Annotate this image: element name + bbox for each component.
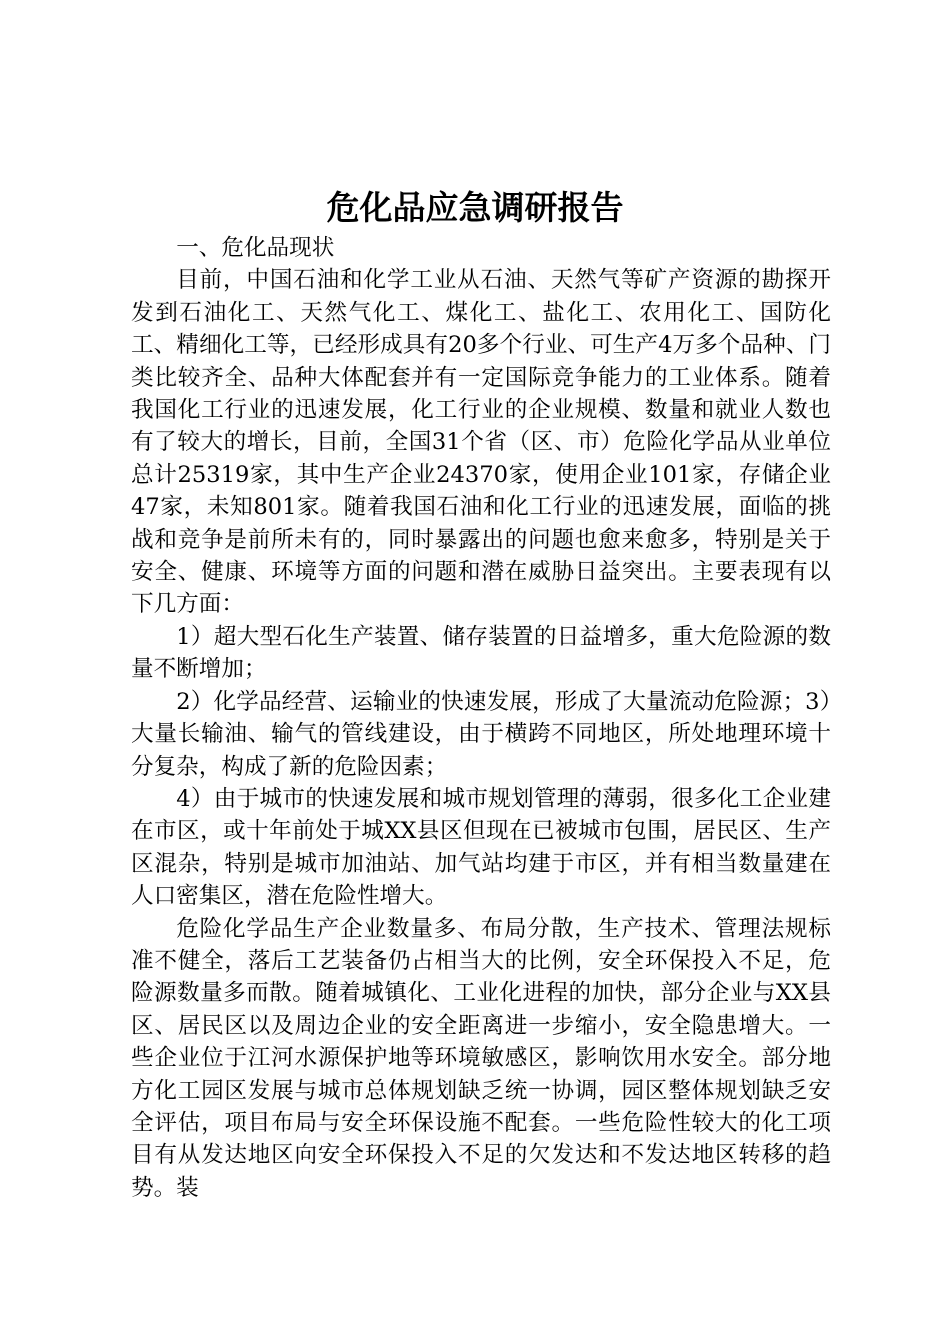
paragraph-item-4: 4）由于城市的快速发展和城市规划管理的薄弱，很多化工企业建在市区，或十年前处于城XX县区但现在已被城市包围，居民区、生产区混杂，特别是城市加油站、加气站均建于市区，并有相当数量建在人口密集区，潜在危险性增大。 xyxy=(131,785,831,910)
document-body xyxy=(131,232,831,1204)
document-title: 危化品应急调研报告 xyxy=(326,188,624,227)
section-heading: 一、危化品现状 xyxy=(176,235,335,261)
paragraph-status-overview: 目前，中国石油和化学工业从石油、天然气等矿产资源的勘探开发到石油化工、天然气化工、煤化工、盐化工、农用化工、国防化工、精细化工等，已经形成具有20多个行业、可生产4万多个品种、门类比较齐全、品种大体配套并有一定国际竞争能力的工业体系。随着我国化工行业的迅速发展，化工行业的企业规模、数量和就业人数也有了较大的增长，目前，全国31个省（区、市）危险化学品从业单位总计25319家，其中生产企业24370家，使用企业101家，存储企业47家，未知801家。随着我国石油和化工行业的迅速发展，面临的挑战和竞争是前所未有的，同时暴露出的问题也愈来愈多，特别是关于安全、健康、环境等方面的问题和潜在威胁日益突出。主要表现有以下几方面： xyxy=(131,267,831,618)
paragraph-item-1: 1）超大型石化生产装置、储存装置的日益增多，重大危险源的数量不断增加； xyxy=(131,623,831,683)
paragraph-enterprise-distribution: 危险化学品生产企业数量多、布局分散，生产技术、管理法规标准不健全，落后工艺装备仍占相当大的比例，安全环保投入不足，危险源数量多而散。随着城镇化、工业化进程的加快，部分企业与XX县区、居民区以及周边企业的安全距离进一步缩小，安全隐患增大。一些企业位于江河水源保护地等环境敏感区，影响饮用水安全。部分地方化工园区发展与城市总体规划缺乏统一协调，园区整体规划缺乏安全评估，项目布局与安全环保设施不配套。一些危险性较大的化工项目有从发达地区向安全环保投入不足的欠发达和不发达地区转移的趋势。装 xyxy=(131,915,831,1201)
paragraph-item-2-3: 2）化学品经营、运输业的快速发展，形成了大量流动危险源；3）大量长输油、输气的管线建设，由于横跨不同地区，所处地理环境十分复杂，构成了新的危险因素； xyxy=(131,688,831,780)
